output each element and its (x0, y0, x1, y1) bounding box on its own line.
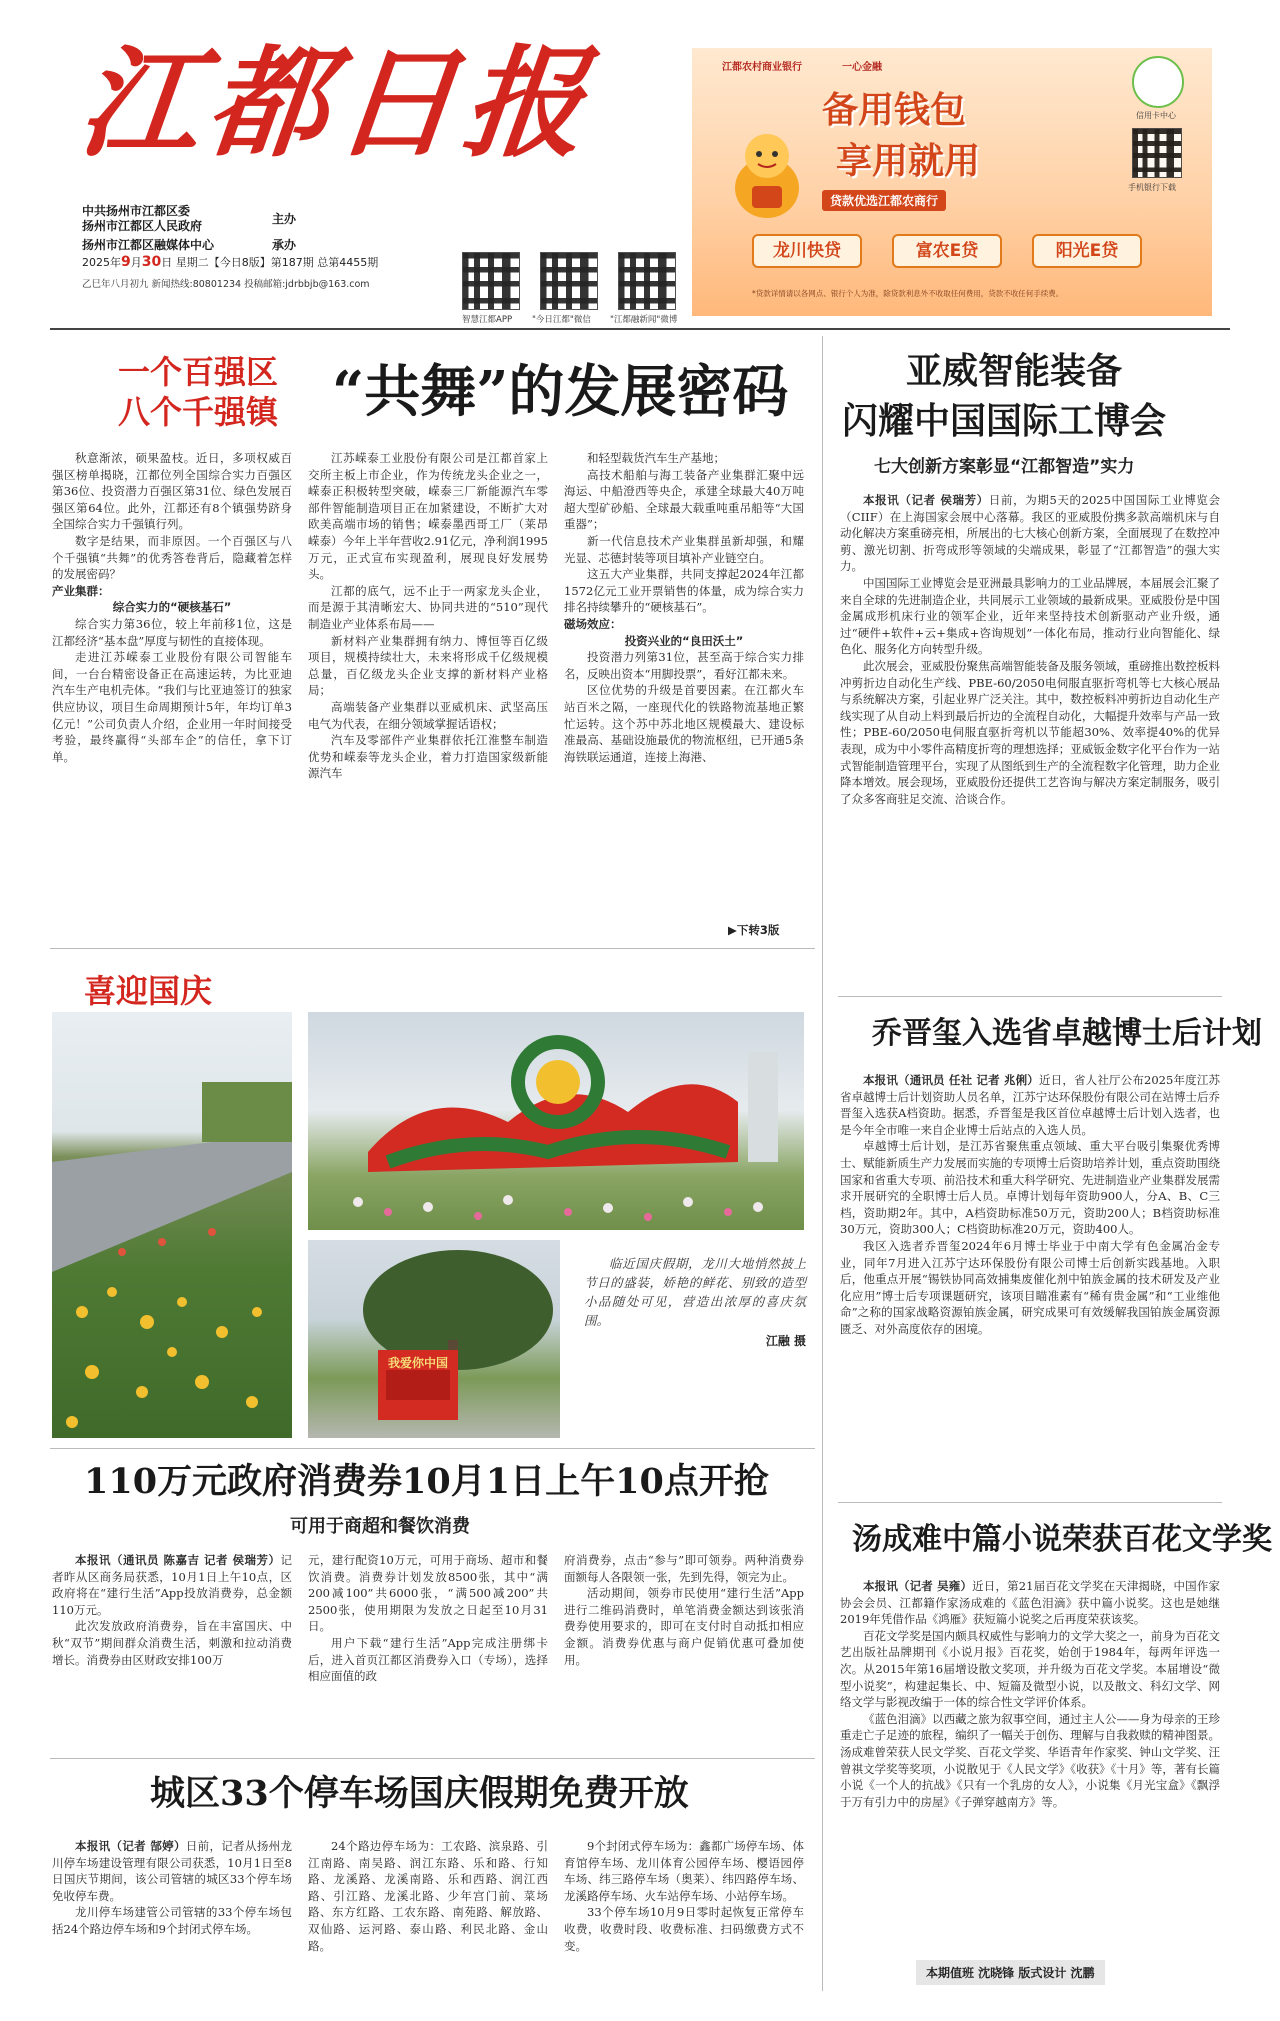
paragraph: 新一代信息技术产业集群虽新却强，和耀光显、芯德封装等项目填补产业链空白。 (564, 533, 804, 565)
qr-code-weibo (618, 252, 676, 310)
story2-body (840, 492, 1220, 992)
caption-text: 临近国庆假期，龙川大地悄然披上节日的盛装，娇艳的鲜花、别致的造型小品随处可见，营造出浓厚的喜庆氛围。 (584, 1256, 806, 1328)
photo-road-flowers (52, 1012, 292, 1438)
paragraph: 投资潜力列第31位，甚至高于综合实力排名，反映出资本“用脚投票”，看好江都未来。 (564, 650, 804, 681)
sponsor-line-3: 扬州市江都区融媒体中心 (82, 238, 215, 252)
ad-mascot (722, 118, 812, 228)
paragraph (52, 1838, 292, 1904)
paragraph (52, 1552, 292, 1618)
ad-partner: 一心金融 (842, 62, 882, 73)
paragraph: 和轻型载货汽车生产基地； (587, 451, 725, 465)
section-subtitle: 投资兴业的“良田沃土” (624, 633, 744, 648)
story4-bottom-rule (50, 1758, 815, 1759)
story2-bottom-rule (838, 996, 1222, 997)
masthead-title: 江都日报 (72, 33, 600, 174)
paragraph (840, 1072, 1220, 1138)
paragraph: 卓越博士后计划，是江苏省聚焦重点领域、重大平台吸引集聚优秀博士、赋能新质生产力发展而实施的专项博士后资助培养计划，重点资助围绕国家和省重大专项、前沿技术和重大科学研究、先进制造业产业集群发展需求开展研究的全职博士后人员。卓博计划每年资助900人，分A、B、C三档，资助期2年。其中，A档资助标准50万元，资助200人；B档资助标准30万元，资助300人；C档资助标准20万元，资助400人。 (840, 1139, 1220, 1237)
story4-column-3 (564, 1552, 804, 1754)
story5-column-2 (308, 1838, 548, 1988)
story1-column-3 (564, 450, 804, 942)
ad-qr-label-2: 手机银行下载 (1128, 183, 1176, 192)
story3-headline: 乔晋玺入选省卓越博士后计划 (872, 1016, 1262, 1051)
paragraph: 活动期间，领券市民使用“建行生活”App进行二维码消费时，单笔消费金额达到该张消费券使用要求的，即可在支付时自动抵扣相应金额。消费券优惠与商户促销优惠可叠加使用。 (564, 1586, 804, 1667)
lunar-contact-line: 乙巳年八月初九 新闻热线:80801234 投稿邮箱:jdrbbjb@163.com (82, 279, 370, 290)
story5-headline: 城区33个停车场国庆假期免费开放 (150, 1773, 689, 1814)
story1-kicker (118, 352, 328, 432)
story3-lead: 本报讯（通讯员 任社 记者 兆俐） (863, 1073, 1039, 1087)
ad-tagline: 贷款优选江都农商行 (822, 190, 946, 211)
ad-qr-2 (1132, 128, 1182, 178)
paragraph: 龙川停车场建管公司管辖的33个停车场包括24个路边停车场和9个封闭式停车场。 (52, 1905, 292, 1936)
paragraph: 府消费券，点击“参与”即可领券。两种消费券面额每人各限领一张，先到先得，领完为止。 (564, 1553, 804, 1584)
paragraph: 9个封闭式停车场为：鑫都广场停车场、体育馆停车场、龙川体育公园停车场、樱语园停车场、纬三路停车场（奥莱）、纬四路停车场、龙溪路停车场、火车站停车场、小站停车场。 (564, 1839, 804, 1903)
paragraph: 汽车及零部件产业集群依托江淮整车制造优势和嵘泰等龙头企业，着力打造国家级新能源汽车 (308, 733, 548, 781)
paragraph: 高端装备产业集群以亚威机床、武坚高压电气为代表，在细分领域掌握话语权； (308, 699, 548, 731)
sponsor-role-organizer: 承办 (272, 238, 297, 252)
paragraph (840, 492, 1220, 575)
story4-headline: 110万元政府消费券10月1日上午10点开抢 (84, 1461, 769, 1502)
paragraph-text: 记者昨从区商务局获悉，10月1日上午10点，区政府将在“建行生活”App投放消费券，总金额110万元。 (52, 1553, 292, 1617)
qr-label-weibo: "江都融新闻"微博 (610, 315, 678, 325)
section-label: 磁场效应： (564, 616, 622, 631)
paragraph: 用户下载“建行生活”App完成注册绑卡后，进入首页江都区消费券入口（专场），选择相应面值的政 (308, 1635, 548, 1684)
story2-headline-1: 亚威智能装备 (906, 350, 1123, 392)
paragraph: 江都的底气，远不止于一两家龙头企业，而是源于其清晰宏大、协同共进的“510”现代制造业产业体系布局—— (308, 583, 548, 631)
paragraph: 综合实力第36位，较上年前移1位，这是江都经济“基本盘”厚度与韧性的直接体现。 (52, 616, 292, 648)
date-month-unit: 月 (130, 256, 142, 269)
qr-code-wechat (540, 252, 598, 310)
ad-slogan-2: 享用就用 (836, 141, 981, 182)
story2-headline-2: 闪耀中国国际工博会 (842, 400, 1167, 442)
story2-lead: 本报讯（记者 侯瑞芳） (863, 493, 989, 507)
paragraph: 百花文学奖是国内颇具权威性与影响力的文学大奖之一，前身为百花文艺出版社品牌期刊《小说月报》百花奖，始创于1984年，每两年评选一次。从2015年第16届增设散文奖项，并升级为百花文学奖。本届增设“微型小说奖”，构建起集长、中、短篇及微型小说，以及散文、科幻文学、网络文学与影视改编于一体的综合性文学评价体系。 (840, 1628, 1220, 1710)
story3-body (840, 1072, 1220, 1498)
story1-headline: “共舞”的发展密码 (332, 359, 789, 425)
photo-planter-tree (308, 1240, 560, 1438)
photo-dragon-flower-display (308, 1012, 804, 1230)
story1-bottom-rule (50, 948, 815, 949)
story6-lead: 本报讯（记者 吴雍） (863, 1579, 973, 1593)
photo-bottom-rule (50, 1448, 815, 1449)
paragraph (840, 1578, 1220, 1628)
paragraph: 江苏嵘泰工业股份有限公司是江都首家上交所主板上市企业，作为传统龙头企业之一，嵘泰正积极转型突破，嵘泰三厂新能源汽车零部件智能制造项目正在加紧建设，不断扩大对欧美高端市场的销售；嵘泰墨西哥工厂（莱昂嵘泰）今年上半年营收2.91亿元，净利润1995万元，正式宣布实现盈利，展现良好发展势头。 (308, 451, 548, 582)
date-day: 30 (141, 254, 162, 270)
ad-qr-1 (1132, 56, 1184, 108)
paragraph: 区位优势的升级是首要因素。在江都火车站百米之隔，一座现代化的铁路物流基地正繁忙运转。这个苏中苏北地区规模最大、建设标准最高、基础设施最优的物流枢纽，已开通5条海铁联运通道，连接上海港、 (564, 683, 804, 764)
paragraph: 秋意渐浓，硕果盈枝。近日，多项权威百强区榜单揭晓，江都位列全国综合实力百强区第36位、投资潜力百强区第31位、绿色发展百强区第64位。此外，江都还有8个镇强势跻身全国综合实力千强镇行列。 (52, 451, 292, 532)
story6-body (840, 1578, 1220, 1950)
story5-column-1 (52, 1838, 292, 1988)
paragraph: 24个路边停车场为：工农路、滨泉路、引江南路、南吴路、润江东路、乐和路、行知路、龙溪路、龙溪南路、乐和西路、润江西路、引江路、龙溪北路、少年宫门前、菜场路、东方红路、工农东路、南苑路、解放路、双仙路、运河路、泰山路、利民北路、金山路。 (308, 1839, 548, 1953)
qr-code-app (462, 252, 520, 310)
paragraph-text: 近日，省人社厅公布2025年度江苏省卓越博士后计划资助人员名单，江苏宁达环保股份有限公司在站博士后乔晋玺入选获A档资助。据悉，乔晋玺是我区首位卓越博士后计划入选者，也是今年全市唯一来自企业博士后站点的入选人员。 (840, 1073, 1220, 1137)
story1-column-2 (308, 450, 548, 942)
story1-kicker-1: 一个百强区 (118, 353, 279, 391)
ad-slogan-box (822, 82, 1032, 222)
date-year: 2025年 (82, 256, 121, 269)
photo-feature-title: 喜迎国庆 (84, 972, 213, 1010)
section-label: 产业集群： (52, 583, 110, 598)
sponsor-line-2: 扬州市江都区人民政府 (82, 219, 203, 233)
paragraph: 《蓝色泪滴》以西藏之旅为叙事空间，通过主人公——身为母亲的王珍重走亡子足迹的旅程，编织了一幅关于创伤、理解与自我救赎的精神图景。汤成难曾荣获人民文学奖、百花文学奖、华语青年作家奖、钟山文学奖、汪曾祺文学奖等奖项，小说散见于《人民文学》《收获》《十月》等，著有长篇小说《一个人的抗战》《只有一个乳房的女人》，小说集《月光宝盒》《飘浮于万有引力中的房屋》《子弹穿越南方》等。 (840, 1711, 1220, 1809)
ad-product-2: 富农E贷 (892, 234, 1002, 268)
planter-sign-text: 我爱你中国 (387, 1356, 448, 1370)
story1-kicker-2: 八个千强镇 (118, 393, 279, 431)
ad-bank-name: 江都农村商业银行 (722, 62, 802, 73)
paragraph-text: 日前，为期5天的2025中国国际工业博览会（CIIF）在上海国家会展中心落幕。我区的亚威股份携多款高端机床与自动化解决方案重磅亮相，所展出的七大核心创新方案，全面展现了在数控冲剪、激光切割、折弯成形等领域的尖端成果，彰显了“江都智造”的强大实力。 (840, 493, 1220, 574)
paragraph: 这五大产业集群，共同支撑起2024年江都1572亿元工业开票销售的体量，成为综合实力排名持续攀升的“硬核基石”。 (564, 567, 804, 615)
photo-caption (584, 1254, 806, 1349)
paragraph: 此次发放政府消费券，旨在丰富国庆、中秋“双节”期间群众消费生活，刺激和拉动消费增长。消费券由区财政安排100万 (52, 1619, 292, 1667)
paragraph: 此次展会，亚威股份聚焦高端智能装备及服务领域，重磅推出数控板料冲剪折边自动化生产线、PBE-60/2050电伺服直驱折弯机等七大核心展品与系统解决方案，引起业界广泛关注。其中，数控板料冲剪折边自动化生产线实现了从自动上料到最后折边的全流程自动化，大幅提升效率与产品一致性；PBE-60/2050电伺服直驱折弯机以节能超30%、效率提40%的优异表现，成为中小零件高精度折弯的理想选择；亚威钣金数字化平台作为一站式智能制造管理平台，实现了从图纸到生产的全流程数字化管理，助力企业降本增效。展会现场，亚威股份还提供工艺咨询与解决方案定制服务，吸引了众多客商驻足交流、洽谈合作。 (840, 658, 1220, 806)
paragraph-text: 日前，记者从扬州龙川停车场建设管理有限公司获悉，10月1日至8日国庆节期间，该公司管辖的城区33个停车场免收停车费。 (52, 1839, 292, 1903)
sponsor-line-1: 中共扬州市江都区委 (82, 204, 191, 218)
paragraph: 走进江苏嵘泰工业股份有限公司智能车间，一台台精密设备正在高速运转，为比亚迪汽车生产电机壳体。“我们与比亚迪签订的独家供应协议，项目生命周期预计5年，年均订单3亿元！”公司负责人介绍，企业用一年时间接受考验，最终赢得“头部车企”的信任，拿下订单。 (52, 650, 292, 764)
date-month: 9 (121, 254, 131, 270)
story1-column-1 (52, 450, 292, 942)
paragraph: 新材料产业集群拥有纳力、博恒等百亿级项目，规模持续壮大，未来将形成千亿级规模总量，百亿级龙头企业支撑的新材料产业格局； (308, 633, 548, 698)
ad-disclaimer: *贷款详情请以各网点、银行个人为准，除贷款利息外不收取任何费用，贷款不收任何手续费。 (752, 289, 1064, 298)
continued-link[interactable]: ▶下转3版 (728, 923, 780, 937)
story2-subhead: 七大创新方案彰显“江都智造”实力 (874, 457, 1135, 477)
story4-column-2 (308, 1552, 548, 1754)
ad-product-3: 阳光E贷 (1032, 234, 1142, 268)
paragraph: 我区入选者乔晋玺2024年6月博士毕业于中南大学有色金属冶金专业，同年7月进入江苏宁达环保股份有限公司博士后创新实践基地。入职后，他重点开展“锡铁协同高效捕集废催化剂中铂族金属的技术研发及产业化应用”博士后专项课题研究，该项目瞄准素有“稀有贵金属”和“工业维他命”之称的国家战略资源铂族金属，研究成果可有效缓解我国铂族金属资源匮乏、对外高度依存的困境。 (840, 1238, 1220, 1336)
story4-column-1 (52, 1552, 292, 1754)
paragraph: 数字是结果，而非原因。一个百强区与八个千强镇“共舞”的优秀答卷背后，隐藏着怎样的发展密码？ (52, 533, 292, 582)
qr-label-wechat: "今日江都"微信 (532, 315, 591, 325)
ad-product-1: 龙川快贷 (752, 234, 862, 268)
story6-headline: 汤成难中篇小说荣获百花文学奖 (852, 1522, 1272, 1557)
issue-date-line (82, 254, 378, 270)
qr-label-app: 智慧江都APP (462, 315, 513, 325)
story5-lead: 本报讯（记者 郜婷） (75, 1839, 186, 1853)
issue-info: 星期二【今日8版】第187期 总第4455期 (175, 256, 379, 269)
story4-lead: 本报讯（通讯员 陈嘉吉 记者 侯瑞芳） (75, 1553, 281, 1567)
masthead-divider (50, 328, 1230, 330)
paragraph: 高技术船舶与海工装备产业集群汇聚中远海运、中船澄西等央企，承建全球最大40万吨超大型矿砂船、全球最大载重吨重吊船等“大国重器”； (564, 467, 804, 532)
story3-bottom-rule (838, 1502, 1222, 1503)
photo-credit: 江融 摄 (765, 1334, 806, 1348)
date-day-unit: 日 (161, 256, 173, 269)
paragraph-text: 近日，第21届百花文学奖在天津揭晓，中国作家协会会员、江都籍作家汤成难的《蓝色泪滴》获中篇小说奖。这也是她继2019年凭借作品《鸿雁》获短篇小说奖之后再度荣获该奖。 (840, 1579, 1220, 1627)
ad-slogan-1: 备用钱包 (822, 90, 967, 131)
story5-column-3 (564, 1838, 804, 1988)
sponsor-role-host: 主办 (272, 212, 297, 226)
ad-qr-label-1: 信用卡中心 (1136, 111, 1176, 120)
paragraph: 33个停车场10月9日零时起恢复正常停车收费，收费时段、收费标准、扫码缴费方式不变。 (564, 1905, 804, 1953)
section-subtitle: 综合实力的“硬核基石” (112, 600, 232, 615)
masthead (60, 34, 680, 264)
editor-credits: 本期值班 沈晓锋 版式设计 沈鹏 (916, 1960, 1105, 1985)
vertical-divider-right (822, 336, 823, 1991)
story4-subhead: 可用于商超和餐饮消费 (290, 1516, 470, 1537)
paragraph: 中国国际工业博览会是亚洲最具影响力的工业品牌展，本届展会汇聚了来自全球的先进制造企业，共同展示工业领域的最新成果。亚威股份是中国金属成形机床行业的领军企业，近年来坚持技术创新驱动产业升级，通过“硬件+软件+云+集成+咨询规划”一体化布局，推动行业向智能化、绿色化、服务化方向转型升级。 (840, 575, 1220, 657)
paragraph: 元，建行配资10万元，可用于商场、超市和餐饮消费。消费券计划发放8500张，其中“满200减100”共6000张，“满500减200”共2500张，使用期限为发放之日起至10月31日。 (308, 1553, 548, 1634)
bank-advertisement (692, 48, 1212, 316)
